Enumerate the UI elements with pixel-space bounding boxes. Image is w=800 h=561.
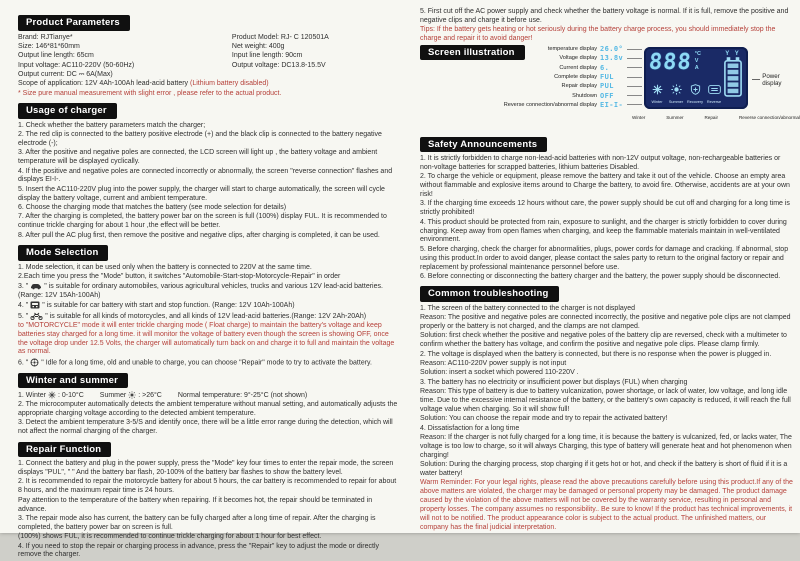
legend-row-complete (484, 72, 642, 81)
lcd-reverse-label: Reverse (706, 99, 722, 104)
legend-row-reverse (484, 100, 642, 109)
mode-item-6 (18, 358, 400, 368)
usage-list (18, 122, 400, 241)
paragraph: Solution: first check whether the positive and negative poles of the battery clip are reversed, check with a multimeter to confirm whether the battery has voltage, and confirm the positive and negative pole clips. Please clamp firmly. (420, 332, 787, 349)
power-display-callout (752, 73, 794, 87)
paragraph: 4. If the positive and negative poles are connected incorrectly or abnormally, the screen "reverse connection" flashes and displays EI-I-. (18, 167, 393, 184)
paragraph: Solution: You can choose the repair mode and try to repair the activated battery! (420, 415, 668, 423)
paragraph: Solution: During the charging process, stop charging if it gets hot or hot, and check if the battery is short of fluid if it is a water battery! (420, 461, 788, 477)
paragraph: Product Model: RJ- C 120501A (231, 33, 329, 41)
connector-line (627, 58, 642, 59)
paragraph: 4. If you need to stop the repair or charging process in advance, press the "Repair" key to adjust the mode or directly remove the charger. (18, 542, 379, 559)
product-parameters-col1 (18, 34, 232, 81)
car-icon (30, 282, 42, 290)
paragraph: Size: 146*81*60mm (18, 42, 80, 50)
lcd-content (649, 51, 743, 105)
paragraph: 7. After the charging is completed, the battery power bar on the screen is full (100%) display FUL. It is recommended to continue trickle charging for about 1 hour ,the effect will be better. (18, 213, 387, 230)
product-parameters-col2 (232, 34, 400, 81)
connector-line (627, 86, 642, 87)
lcd-battery-area (723, 51, 743, 105)
paragraph: Warm Reminder: For your legal rights, please read the above precautions carefully before using this product.If any of the above matters are violated, the charger may be damaged or personal property may be damaged. The product damage caused by the violation of the above matters will not be covered by the warranty service, resulting in personal and property losses. The company assumes no responsibility.. Be sure to know! If the product has technical improvements, it will not to be notified. The product appearance color is subject to the actual product. The unfinished matters, our company has the final judicial interpretation. (420, 479, 793, 531)
paragraph: Tips: If the battery gets heating or hot seriously during the battery charge process, you should immediately stop the charge and repair it to avoid danger! (420, 26, 776, 43)
lcd-reverse-cell (706, 82, 722, 104)
legend-row-temperature (484, 45, 642, 54)
mode-item-1: 1. Mode selection, it can be used only when the battery is connected to 220V at the same time. (18, 263, 312, 271)
mode-item-4-prefix: 4. " (18, 302, 29, 310)
snowflake-icon (48, 391, 56, 399)
paragraph: Reason: The positive and negative poles are connected incorrectly, the positive and negative pole clips are not clamped properly or the battery is not charged, and the clamps are not clamped. (420, 314, 791, 330)
shield-icon (690, 84, 701, 95)
paragraph: Input line length: 90cm (231, 52, 303, 60)
connector-line (627, 77, 642, 78)
legend-value: 6. (600, 63, 610, 72)
lcd-legend-rows (484, 45, 642, 110)
mode-item-3-text: " is suitable for ordinary automobiles, various agricultural vehicles, trucks and various 12V lead-acid batteries. (Range: 12V 15Ah-100Ah) (18, 283, 383, 299)
paragraph: Brand: RJTianye* (18, 33, 73, 41)
legend-row-shutdown (484, 91, 642, 100)
paragraph: 3. Detect the ambient temperature 3-5/S and identify once, there will be a little error range during the detection, which will not affect the normal charging of the charger. (18, 419, 393, 436)
mode-item-6-text: " Idle for a long time, old and unable to charge, you can choose "Repair" mode to try to activate the battery. (41, 359, 372, 367)
motorcycle-icon (30, 312, 43, 320)
scope-warning: (Lithium battery disabled) (190, 80, 269, 88)
mode-item-3-prefix: 3. " (18, 283, 29, 291)
lcd-left (649, 51, 723, 105)
unit-volt: V (694, 57, 699, 64)
legend-label: Shutdown (572, 92, 597, 99)
unit-celsius: °C (694, 50, 701, 57)
mode-item-2: 2.Each time you press the "Mode" button, it switches "Automobile-Start-stop-Motorcycle-Repair" in order (18, 272, 341, 280)
paragraph: 5. Insert the AC110-220V plug into the power supply, the charger will start to charge automatically, the screen will cycle display the battery voltage, current and ambient temperature. (18, 185, 385, 202)
below-label-repair: Repair (704, 114, 719, 120)
section-header-winter-summer: Winter and summer (18, 373, 128, 389)
mode-item-4 (18, 301, 400, 311)
size-note: * Size pure manual measurement with slight error , please refer to the actual product. (18, 89, 282, 97)
repair-function-list (18, 460, 400, 560)
paragraph: 4. Dissatisfaction for a long time (420, 424, 520, 432)
paragraph: (100%) shows FUL, it is recommended to continue trickle charging for about 1 hour for best effect. (18, 533, 322, 541)
motorcycle-mode-note: to "MOTORCYCLE" mode it will enter trickle charging mode ( Float charge) to maintain the battery's voltage and keep batteries stay charged for a long time. it will monitor the voltage of battery even though the screen is showing OFF, once the voltage drop under 12.5 Volts, the charger will automatically turn back on and charge it to full and maintain the voltage as normal. (18, 321, 395, 356)
paragraph: Reason: This type of battery is due to battery vulcanization, power shortage, or lack of water, low voltage, and long idle time. Due to the excessive internal resistance of the battery, or the battery's own capacity is reduced, it will reach the full voltage value when charging. So it will show full! (420, 388, 791, 413)
legend-label: Repair display (561, 83, 597, 90)
paragraph: Pay attention to the temperature of the battery when repairing. If it becomes hot, the repair should be terminated in advance. (18, 496, 373, 513)
paragraph: 2. The red clip is connected to the battery positive electrode (+) and the black clip is connected to the battery negative electrode (-); (18, 131, 382, 147)
connector-line (627, 67, 642, 68)
lcd-digits: 888 (647, 49, 693, 75)
power-display-label: Power display (762, 72, 782, 87)
lcd-recovery-label: Recovery (687, 99, 704, 104)
section-header-safety: Safety Announcements (420, 137, 547, 153)
legend-row-current (484, 63, 642, 72)
legend-row-repair (484, 82, 642, 91)
safety-list (420, 155, 794, 282)
paragraph: 2. It is recommended to repair the motorcycle battery for about 5 hours, the car battery is recommended to repair for about 8 hours, and the maximum repair time is 24 hours. (18, 478, 397, 495)
mode-item-6-prefix: 6. " (18, 359, 29, 367)
below-label-winter: Winter (632, 114, 646, 120)
paragraph: 1. Connect the battery and plug in the power supply, press the "Mode" key four times to enter the repair mode, the screen displays "PUL", " " And the battery bar flash, 20-100% of the battery bar flashes to show the battery level. (18, 460, 394, 477)
below-label-summer: Summer (666, 114, 684, 120)
connector-line (627, 49, 642, 50)
legend-value: FUL (600, 73, 614, 82)
mode-item-4-text: " is suitable for car battery with start and stop function. (Range: 12V 10Ah-100Ah) (42, 302, 295, 310)
repair-icon (30, 358, 39, 367)
paragraph: Input voltage: AC110-220V (50-60Hz) (18, 61, 135, 69)
winter-range: : 0-10°C (58, 391, 84, 399)
legend-value: EI-I- (600, 100, 624, 109)
section-header-repair-function: Repair Function (18, 442, 111, 458)
paragraph: 3. If the charging time exceeds 12 hours without care, the power supply should be cut off and charging for a long time is strictly prohibited! (420, 200, 790, 217)
lcd-screen (644, 47, 748, 109)
legend-value: OFF (600, 91, 614, 100)
troubleshooting-list (420, 305, 794, 533)
sun-icon (671, 84, 682, 95)
battery-terminals: Y Y (725, 50, 741, 57)
section-header-usage: Usage of charger (18, 103, 117, 119)
paragraph: Net weight: 400g (231, 42, 285, 50)
paragraph: 1. It is strictly forbidden to charge non-lead-acid batteries with non-12V output voltage, non-rechargeable batteries or non-voltage batteries for scrapped batteries, lithium batteries Disabled. (420, 155, 781, 171)
lcd-recovery-cell (687, 82, 703, 104)
mode-item-5-text: " is suitable for all kinds of motorcycles, and all kinds of 12V lead-acid batteries.(Range: 12V 2Ah-20Ah) (45, 312, 367, 320)
paragraph: 5. Before charging, check the charger for abnormalities, plugs, power cords for damage and cracking. If abnormal, stop using this product.In order to avoid danger, please contact the sales party to return to the original factory or repair and replacement by professional maintenance personnel before use. (420, 245, 789, 271)
scope-text: Scope of application: 12V 4Ah-100Ah lead-acid battery (18, 80, 191, 88)
winter-label: 1. Winter (18, 391, 47, 399)
paragraph: Solution: insert a socket which powered 110-220V . (420, 369, 579, 377)
legend-row-voltage (484, 54, 642, 63)
normal-temperature: Normal temperature: 9°-25°C (not shown) (177, 391, 308, 399)
lcd-winter-label: Winter (651, 99, 663, 104)
paragraph: 4. This product should be protected from rain, exposure to sunlight, and the charger is strictly forbidden to cover during charging. Keep away from open flames when charging, and keep the flammable materials maintain in well-ventilated environment. (420, 218, 787, 244)
scope-of-application (18, 80, 400, 89)
connector-line (627, 104, 642, 105)
sun-icon (128, 391, 136, 399)
lcd-below-labels (632, 115, 800, 120)
connector-line (627, 95, 642, 96)
legend-label: Current display (559, 64, 597, 71)
legend-label: temperature display (547, 46, 597, 53)
paragraph: 3. After the positive and negative poles are connected, the LCD screen will light up , the battery voltage and ambient temperature will be displayed cyclically. (18, 149, 378, 166)
mode-item-3 (18, 282, 400, 301)
section-header-troubleshooting: Common troubleshooting (420, 286, 559, 302)
legend-label: Complete display (554, 74, 597, 81)
lcd-units (695, 51, 701, 73)
below-label-reverse: Reverse connection/abnormal (738, 114, 800, 120)
lcd-mode-icons (649, 82, 723, 104)
paragraph: 3. The battery has no electricity or insufficient power but displays (FUL) when charging (420, 378, 688, 386)
left-column (18, 12, 400, 561)
winter-summer-line (18, 391, 400, 401)
paragraph: 1. The screen of the battery connected to the charger is not displayed (420, 304, 636, 312)
paragraph: 2. The microcomputer automatically detects the ambient temperature without manual setting, and automatically adjusts the appropriate charging voltage according to the detected ambient temperature. (18, 401, 398, 418)
lcd-summer-cell (668, 82, 684, 104)
lcd-winter-cell (649, 82, 665, 104)
paragraph: 6. Before connecting or disconnecting the battery charger and the battery, the power supply should be disconnected. (420, 272, 781, 280)
usage-continued-list (420, 8, 794, 44)
paragraph: Output current: DC ⎓ 6A(Max) (18, 71, 113, 78)
lcd-summer-label: Summer (668, 99, 684, 104)
legend-label: Reverse connection/abnormal display (503, 101, 597, 108)
lcd-digit-area (649, 51, 723, 74)
paragraph: Reason: If the charger is not fully charged for a long time, it is because the battery is vulcanized, fed, or lacks water, The voltage is too low to charge, so it will always Charging, this type of battery will generate heat and hot phenomenon when charging! (420, 434, 792, 459)
start-stop-car-icon (30, 301, 40, 309)
snowflake-icon (652, 84, 663, 95)
paragraph: 6. Choose the charging mode that matches the battery (see mode selection for details) (18, 204, 287, 211)
paragraph: 5. First cut off the AC power supply and check whether the battery voltage is normal. If it is full, remove the positive and negative clips and charge it before use. (420, 8, 789, 24)
paragraph: Reason: AC110-220V power supply is not input (420, 360, 567, 367)
legend-label: Voltage display (559, 55, 597, 62)
screen-illustration (420, 45, 800, 131)
reverse-bars-icon (708, 84, 721, 95)
paragraph: 8. After pull the AC plug first, then remove the positive and negative clips, after charging is completed, it can be used. (18, 231, 380, 239)
paragraph: 3. The repair mode also has current, the battery can be fully charged after a long time of repair. After the charging is completed, the battery power bar on screen is full. (18, 514, 376, 531)
section-header-screen-illustration: Screen illustration (420, 45, 525, 61)
paragraph: Output line length: 65cm (18, 52, 94, 60)
paragraph: 1. Check whether the battery parameters match the charger; (18, 121, 206, 129)
legend-value: 13.8v (600, 54, 624, 63)
section-header-product-parameters: Product Parameters (18, 15, 130, 31)
paragraph: Output voltage: DC13.8-15.5V (231, 61, 326, 69)
product-parameters-table (18, 34, 400, 81)
mode-item-5 (18, 312, 400, 322)
right-column (420, 8, 800, 533)
mode-item-5-prefix: 5. " (18, 312, 29, 320)
summer-label: Summer (99, 391, 127, 399)
legend-value: PUL (600, 82, 614, 91)
winter-summer-list (18, 401, 400, 437)
paragraph: 2. To charge the vehicle or equipment, please remove the battery and take it out of the vehicle. Choose an empty area without flammable and explosive items around to Charge the battery, to avoid fire. Otherwise, accidents are at your own risk! (420, 173, 790, 198)
paragraph: 2. The voltage is displayed when the battery is connected, but there is no response when the power is plugged in. (420, 350, 772, 358)
section-header-mode-selection: Mode Selection (18, 245, 108, 261)
unit-amp: A (694, 65, 699, 72)
legend-value: 26.0° (600, 45, 624, 54)
summer-range: : >26°C (138, 391, 162, 399)
battery-icon (724, 57, 742, 97)
